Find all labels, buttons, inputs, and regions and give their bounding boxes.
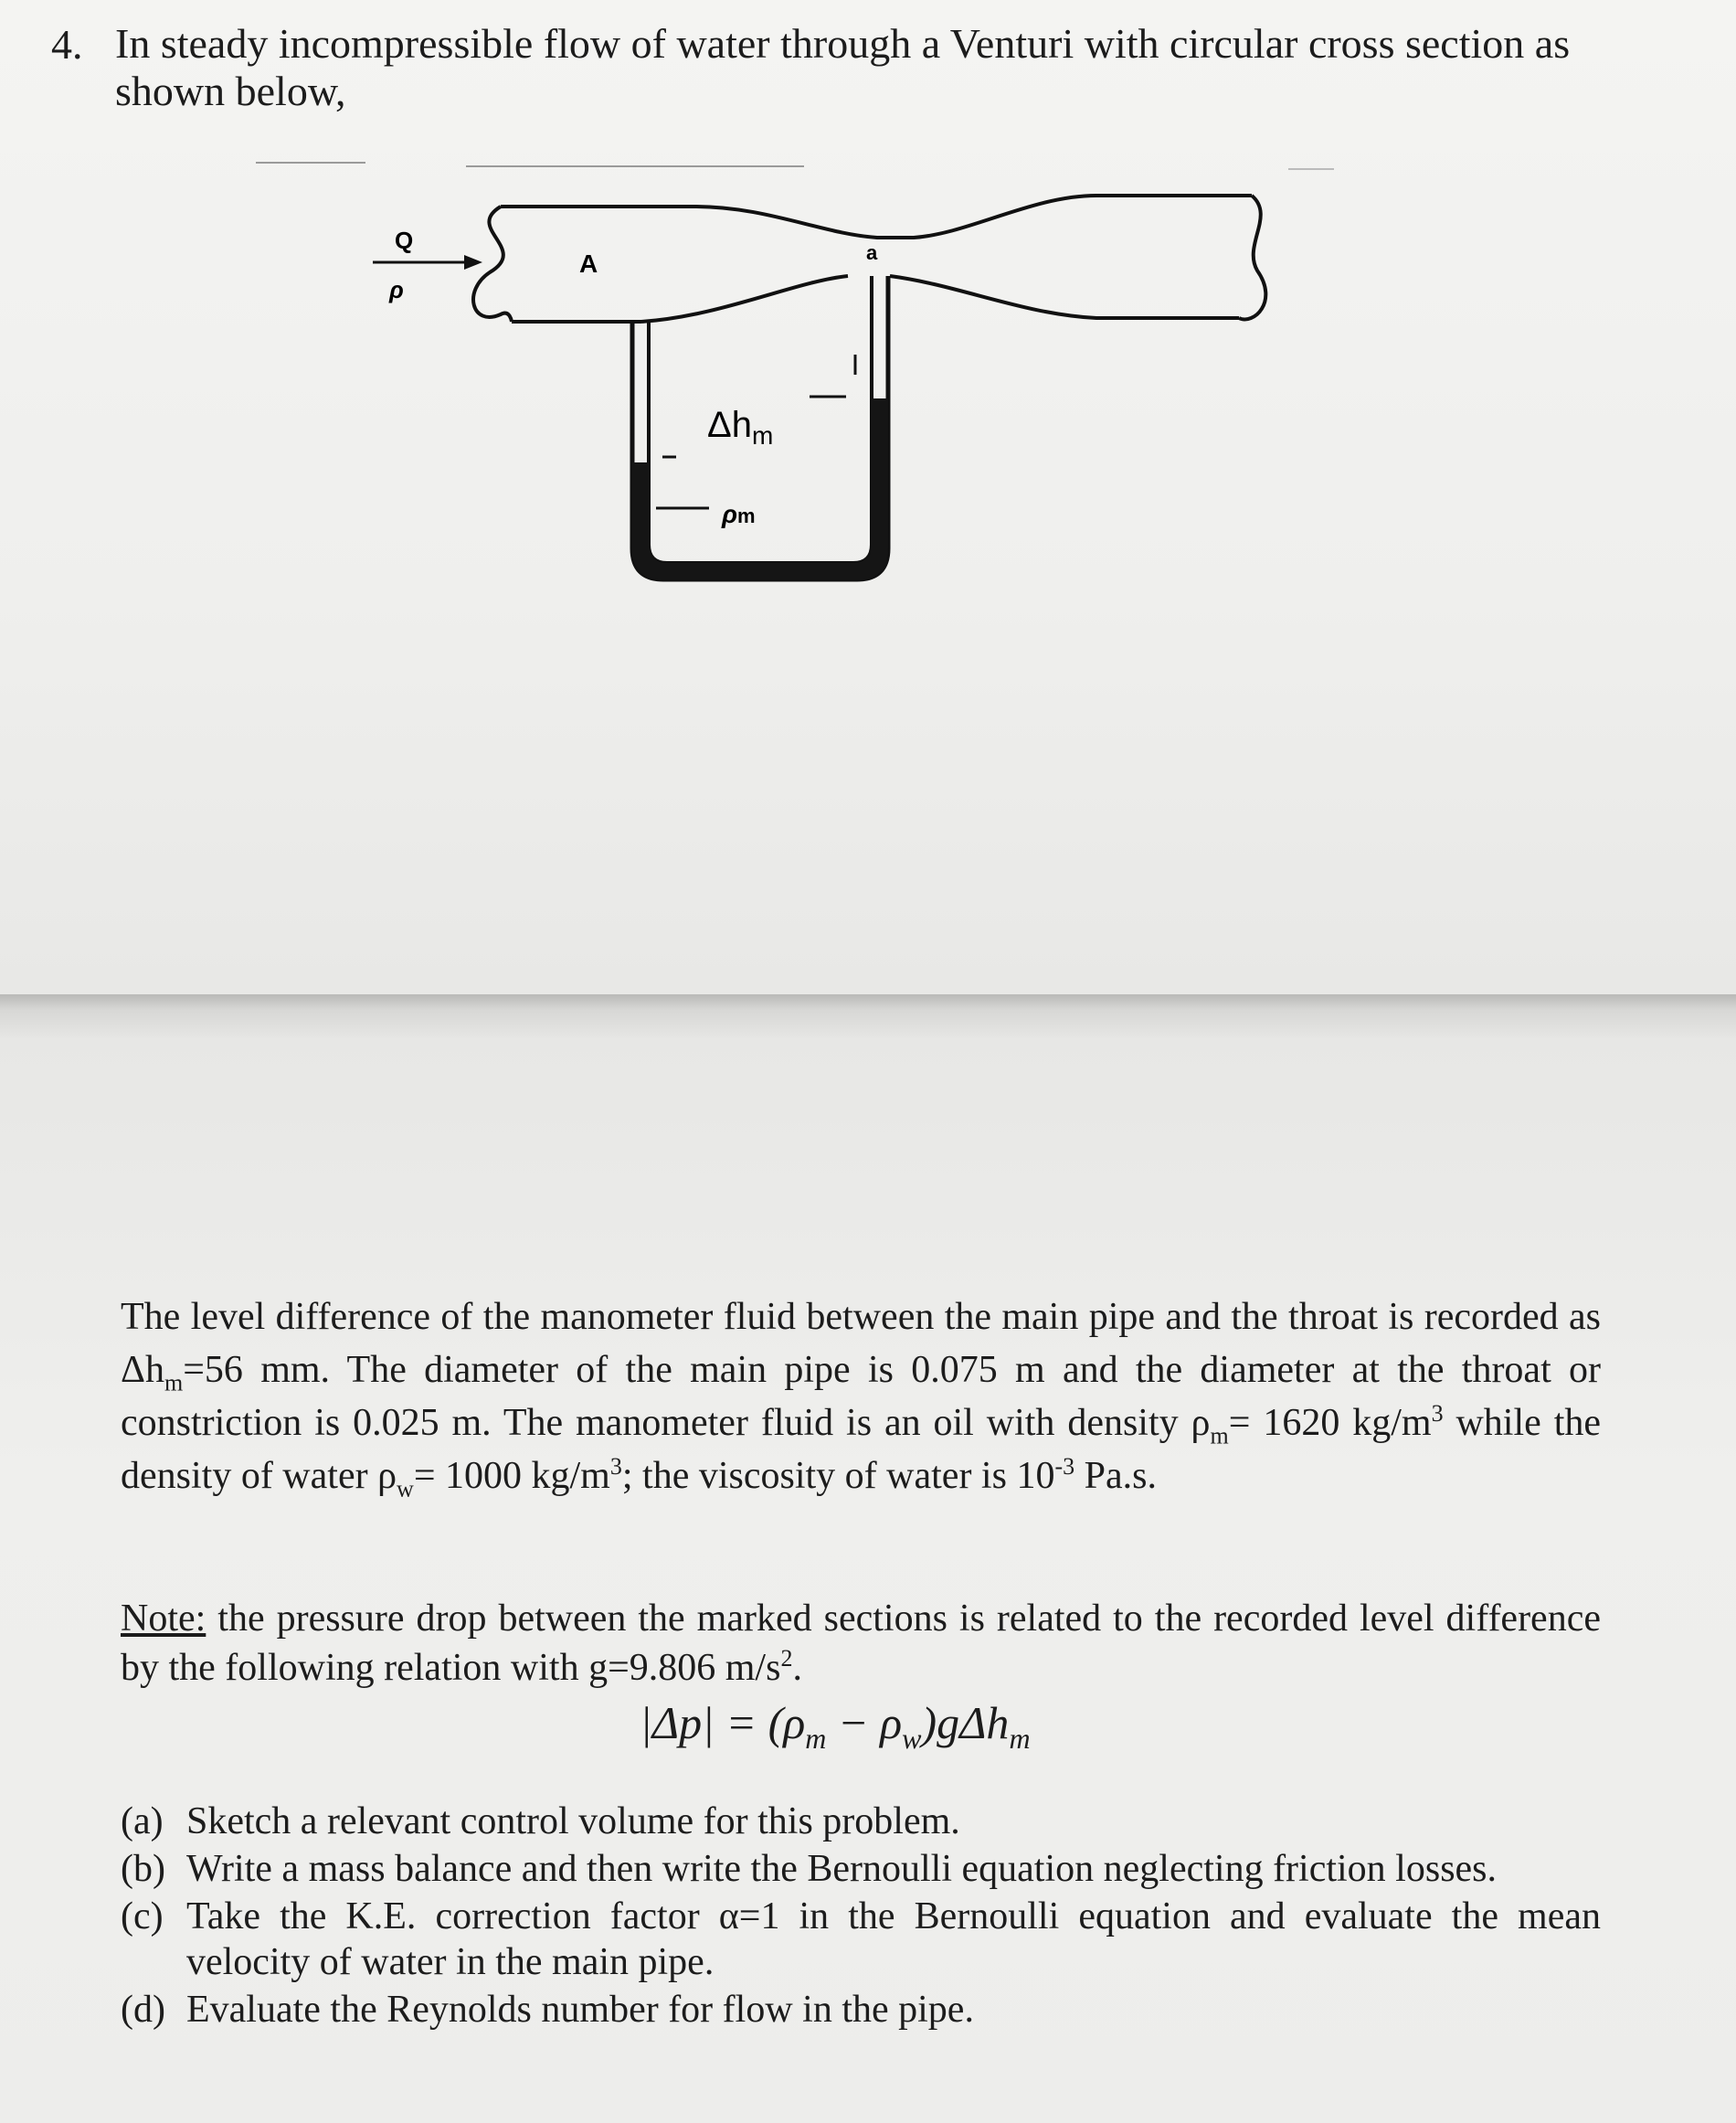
question-number: 4.	[51, 21, 83, 68]
statement-sub-w: w	[397, 1475, 414, 1502]
part-tag: (b)	[121, 1848, 165, 1890]
part-tag: (c)	[121, 1895, 164, 1937]
flow-rate-label: Q	[395, 227, 414, 254]
question-parts-list	[121, 1799, 1601, 2034]
statement-sup-3: 3	[1431, 1400, 1444, 1427]
part-a	[121, 1799, 1601, 1844]
statement-part-2: =56 mm. The diameter of the main pipe is 0.075 m and the diameter at the throat or constriction is 0.025 m. The manometer fluid is an oil with density ρ	[121, 1349, 1601, 1444]
part-b	[121, 1846, 1601, 1892]
pipe-break-right	[1239, 196, 1265, 319]
part-tag: (a)	[121, 1800, 164, 1842]
venturi-pipe-bottom-right	[890, 276, 1239, 318]
statement-sup-neg3: -3	[1054, 1453, 1075, 1480]
part-text: Evaluate the Reynolds number for flow in the pipe.	[186, 1989, 974, 2031]
throat-section-label: a	[866, 241, 878, 264]
part-text: Take the K.E. correction factor α=1 in the Bernoulli equation and evaluate the mean velocity of water in the main pipe.	[186, 1895, 1601, 1983]
statement-part-5: = 1000 kg/m	[413, 1455, 610, 1497]
venturi-diagram	[238, 146, 1334, 621]
venturi-pipe-top	[501, 196, 1252, 238]
level-difference-label: $\Delta h_m$	[707, 405, 774, 450]
statement-part-1: The level difference of the manometer fluid between the main pipe and the throat is recorded as Δh	[121, 1296, 1601, 1391]
statement-part-4: while the density of water ρ	[121, 1402, 1601, 1497]
pipe-break-left	[473, 207, 512, 322]
statement-sub-m2: m	[1210, 1422, 1229, 1449]
problem-statement	[121, 1290, 1601, 1502]
part-c	[121, 1894, 1601, 1985]
part-tag: (d)	[121, 1989, 165, 2031]
statement-sub-m: m	[164, 1369, 184, 1396]
statement-part-6: ; the viscosity of water is 10	[621, 1455, 1055, 1497]
note-text-end: .	[792, 1647, 802, 1689]
part-text: Write a mass balance and then write the Bernoulli equation neglecting friction losses.	[186, 1848, 1498, 1890]
note-sup-2: 2	[780, 1645, 793, 1672]
statement-part-7: Pa.s.	[1074, 1455, 1157, 1497]
main-section-label: A	[579, 249, 598, 278]
note-paragraph	[121, 1594, 1601, 1693]
venturi-pipe-bottom-mid	[641, 276, 848, 322]
statement-sup-3b: 3	[609, 1453, 622, 1480]
part-text: Sketch a relevant control volume for this problem.	[186, 1800, 960, 1842]
question-title: In steady incompressible flow of water through a Venturi with circular cross section as shown below,	[115, 20, 1571, 114]
note-text: the pressure drop between the marked sections is related to the recorded level difference by the following relation with g=9.806 m/s	[121, 1598, 1601, 1689]
pressure-drop-formula: $|\Delta p| = (\rho_m - \rho_w)g\Delta h_m$	[640, 1697, 1031, 1755]
density-label: ρ	[389, 276, 404, 303]
page-fold-shadow	[0, 994, 1736, 1038]
note-label: Note:	[121, 1598, 206, 1640]
flow-arrow-head	[464, 255, 482, 270]
statement-part-3: = 1620 kg/m	[1228, 1402, 1432, 1444]
part-d	[121, 1987, 1601, 2033]
manometer-density-label: ρm	[722, 500, 756, 528]
manometer-tube-inner	[649, 276, 872, 563]
